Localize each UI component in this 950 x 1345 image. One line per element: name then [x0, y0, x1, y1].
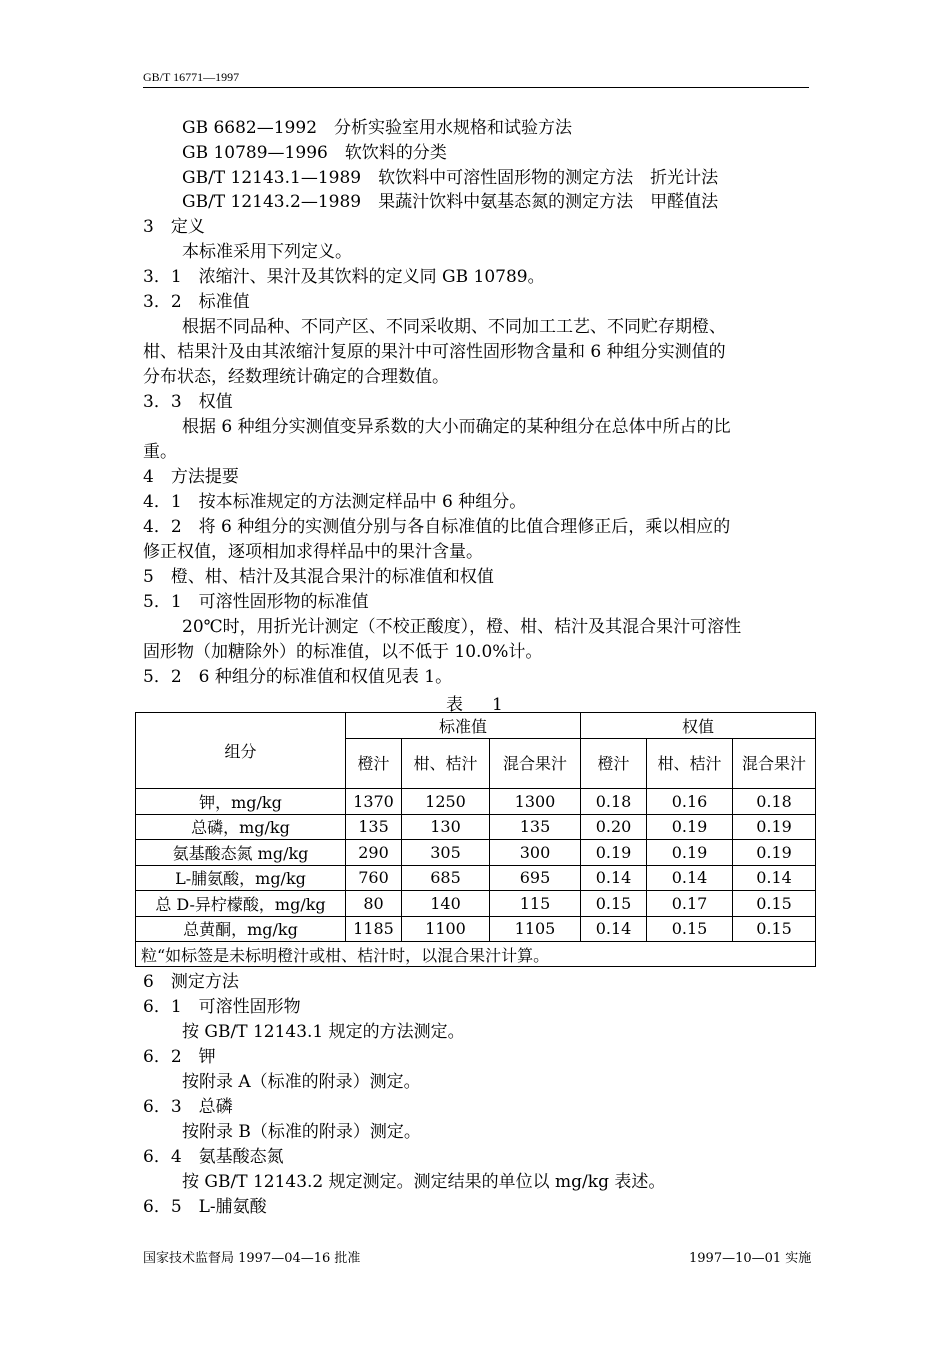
- standard-orange-cell: 135: [346, 814, 402, 840]
- component-name: 总磷，mg/kg: [136, 814, 346, 840]
- section-6-1-heading: 6．1 可溶性固形物: [143, 997, 301, 1017]
- section-3-2-heading: 3．2 标准值: [143, 292, 250, 312]
- standard-tangerine-cell: 685: [402, 865, 490, 891]
- reference-gb10789: GB 10789—1996 软饮料的分类: [182, 143, 447, 163]
- section-3-heading: 3 定义: [143, 217, 205, 237]
- weight-orange-cell: 0.15: [581, 891, 647, 917]
- table-row: [136, 789, 816, 815]
- weight-mixed-cell: 0.15: [733, 891, 816, 917]
- weight-mixed-cell: 0.19: [733, 814, 816, 840]
- table-header-row-1: [136, 713, 816, 739]
- header-standard-value: 标准值: [346, 713, 581, 739]
- section-3-3-para-line2: 重。: [143, 442, 177, 462]
- section-3-2-para-line2: 柑、桔果汁及由其浓缩汁复原的果汁中可溶性固形物含量和 6 种组分实测值的: [143, 342, 726, 362]
- section-6-2-body: 按附录 A（标准的附录）测定。: [182, 1072, 421, 1092]
- section-6-3-heading: 6．3 总磷: [143, 1097, 233, 1117]
- component-name: 氨基酸态氮 mg/kg: [136, 840, 346, 866]
- header-rule: [143, 87, 809, 88]
- standard-tangerine-cell: 1250: [402, 789, 490, 815]
- section-3-1: 3．1 浓缩汁、果汁及其饮料的定义同 GB 10789。: [143, 267, 545, 287]
- weight-orange-cell: 0.14: [581, 865, 647, 891]
- weight-orange-cell: 0.18: [581, 789, 647, 815]
- standard-values-table: [135, 712, 816, 967]
- weight-mixed-cell: 0.19: [733, 840, 816, 866]
- component-name: L-脯氨酸，mg/kg: [136, 865, 346, 891]
- standard-tangerine-cell: 1100: [402, 916, 490, 942]
- header-weight-mixed: 混合果汁: [733, 739, 816, 789]
- component-name: 总黄酮，mg/kg: [136, 916, 346, 942]
- standard-tangerine-cell: 140: [402, 891, 490, 917]
- header-component: 组分: [136, 713, 346, 789]
- approval-date: 国家技术监督局 1997—04—16 批准: [143, 1251, 361, 1266]
- section-5-heading: 5 橙、柑、桔汁及其混合果汁的标准值和权值: [143, 567, 494, 587]
- standard-mixed-cell: 135: [490, 814, 581, 840]
- section-4-2-line1: 4．2 将 6 种组分的实测值分别与各自标准值的比值合理修正后，乘以相应的: [143, 517, 731, 537]
- table-footnote: 粒“如标签是未标明橙汁或柑、桔汁时，以混合果汁计算。: [136, 942, 816, 967]
- header-weight-tangerine: 柑、桔汁: [647, 739, 733, 789]
- weight-tangerine-cell: 0.14: [647, 865, 733, 891]
- section-3-2-para-line1: 根据不同品种、不同产区、不同采收期、不同加工工艺、不同贮存期橙、: [182, 317, 726, 337]
- table-caption: 表 1: [446, 695, 509, 715]
- effective-date: 1997—10—01 实施: [689, 1251, 812, 1266]
- reference-gbt12143-1: GB/T 12143.1—1989 软饮料中可溶性固形物的测定方法 折光计法: [182, 168, 719, 188]
- table-row: [136, 814, 816, 840]
- section-3-body: 本标准采用下列定义。: [182, 242, 352, 262]
- standard-mixed-cell: 1105: [490, 916, 581, 942]
- section-6-5-heading: 6．5 L-脯氨酸: [143, 1197, 267, 1217]
- section-4-heading: 4 方法提要: [143, 467, 239, 487]
- section-4-2-line2: 修正权值，逐项相加求得样品中的果汁含量。: [143, 542, 483, 562]
- weight-orange-cell: 0.19: [581, 840, 647, 866]
- section-6-4-heading: 6．4 氨基酸态氮: [143, 1147, 284, 1167]
- weight-tangerine-cell: 0.16: [647, 789, 733, 815]
- standard-mixed-cell: 695: [490, 865, 581, 891]
- header-standard-tangerine: 柑、桔汁: [402, 739, 490, 789]
- section-3-2-para-line3: 分布状态，经数理统计确定的合理数值。: [143, 367, 449, 387]
- table-row: [136, 865, 816, 891]
- section-6-1-body: 按 GB/T 12143.1 规定的方法测定。: [182, 1022, 465, 1042]
- standard-tangerine-cell: 130: [402, 814, 490, 840]
- weight-orange-cell: 0.20: [581, 814, 647, 840]
- table-note-row: [136, 942, 816, 967]
- section-3-3-para-line1: 根据 6 种组分实测值变异系数的大小而确定的某种组分在总体中所占的比: [182, 417, 731, 437]
- section-5-2: 5．2 6 种组分的标准值和权值见表 1。: [143, 667, 453, 687]
- weight-tangerine-cell: 0.17: [647, 891, 733, 917]
- weight-orange-cell: 0.14: [581, 916, 647, 942]
- section-6-4-body: 按 GB/T 12143.2 规定测定。测定结果的单位以 mg/kg 表述。: [182, 1172, 666, 1192]
- standard-orange-cell: 290: [346, 840, 402, 866]
- weight-tangerine-cell: 0.15: [647, 916, 733, 942]
- standard-orange-cell: 1185: [346, 916, 402, 942]
- section-6-3-body: 按附录 B（标准的附录）测定。: [182, 1122, 421, 1142]
- header-standard-orange: 橙汁: [346, 739, 402, 789]
- standard-tangerine-cell: 305: [402, 840, 490, 866]
- section-3-3-heading: 3．3 权值: [143, 392, 233, 412]
- reference-gbt12143-2: GB/T 12143.2—1989 果蔬汁饮料中氨基态氮的测定方法 甲醛值法: [182, 192, 719, 212]
- weight-tangerine-cell: 0.19: [647, 840, 733, 866]
- standard-mixed-cell: 115: [490, 891, 581, 917]
- section-5-1-para-line2: 固形物（加糖除外）的标准值，以不低于 10.0%计。: [143, 642, 543, 662]
- standard-mixed-cell: 300: [490, 840, 581, 866]
- section-6-2-heading: 6．2 钾: [143, 1047, 216, 1067]
- table-row: [136, 916, 816, 942]
- table-row: [136, 891, 816, 917]
- component-name: 总 D-异柠檬酸，mg/kg: [136, 891, 346, 917]
- weight-mixed-cell: 0.18: [733, 789, 816, 815]
- section-6-heading: 6 测定方法: [143, 972, 239, 992]
- reference-gb6682: GB 6682—1992 分析实验室用水规格和试验方法: [182, 118, 573, 138]
- standard-orange-cell: 80: [346, 891, 402, 917]
- standard-orange-cell: 1370: [346, 789, 402, 815]
- section-4-1: 4．1 按本标准规定的方法测定样品中 6 种组分。: [143, 492, 527, 512]
- section-5-1-heading: 5．1 可溶性固形物的标准值: [143, 592, 369, 612]
- header-standard-mixed: 混合果汁: [490, 739, 581, 789]
- weight-tangerine-cell: 0.19: [647, 814, 733, 840]
- header-weight-orange: 橙汁: [581, 739, 647, 789]
- standard-number-header: GB/T 16771—1997: [143, 70, 240, 84]
- component-name: 钾，mg/kg: [136, 789, 346, 815]
- header-weight: 权值: [581, 713, 816, 739]
- standard-orange-cell: 760: [346, 865, 402, 891]
- standard-mixed-cell: 1300: [490, 789, 581, 815]
- table-row: [136, 840, 816, 866]
- section-5-1-para-line1: 20℃时，用折光计测定（不校正酸度），橙、柑、桔汁及其混合果汁可溶性: [182, 617, 742, 637]
- weight-mixed-cell: 0.14: [733, 865, 816, 891]
- weight-mixed-cell: 0.15: [733, 916, 816, 942]
